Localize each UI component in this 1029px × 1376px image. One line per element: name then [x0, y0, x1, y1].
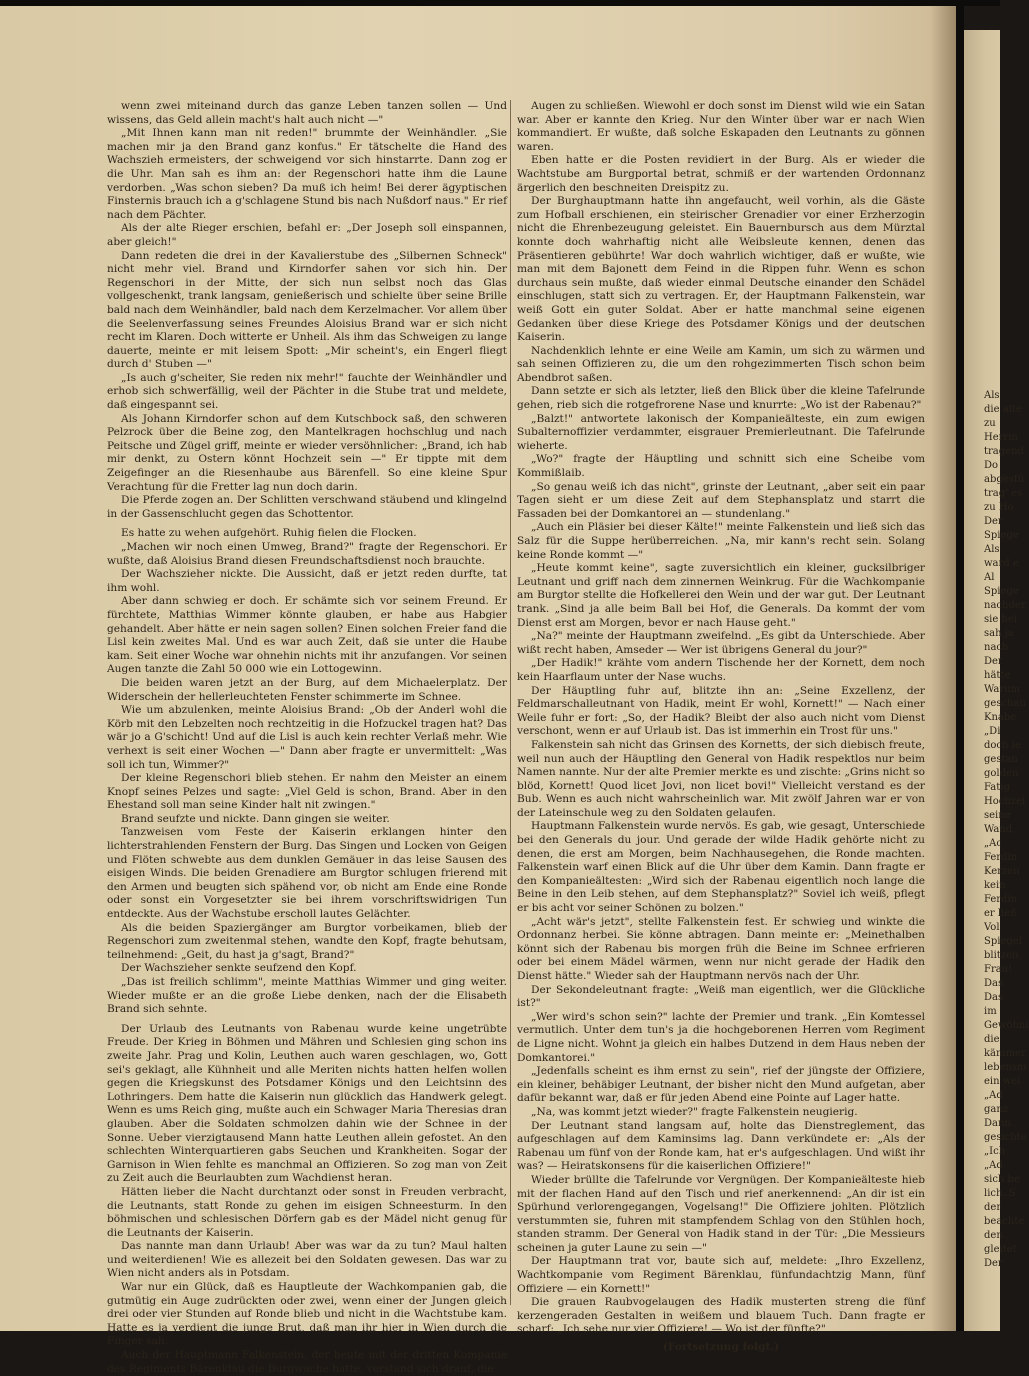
paragraph: „Mit Ihnen kann man nit reden!" brummte der Weinhändler. „Sie machen mir ja den Brand ganz konfus." Er tätschelte die Hand des Wachszieh ermeisters, der schweigend vor sich hinstarrte. Dann zog er die Uhr. Man sah es ihm an: der Regenschori hatte ihm die Laune verdorben. „Was schon sieben? Da muß ich heim! Bei derer ägyptischen Finsternis brauch ich a g'schlagene Stund bis nach Nußdorf naus." Er rief nach dem Pächter. — [107, 127, 507, 221]
paragraph: Als die beiden Spaziergänger am Burgtor vorbeikamen, blieb der Regenschori zum zweitenmal stehen, wandte den Kopf, fragte behutsam, teilnehmend: „Geit, du hast ja g'sagt, Brand?" — [107, 921, 507, 961]
paragraph: „Der Hadik!" krähte vom andern Tischende her der Kornett, dem noch kein Haarflaum unter der Nase wuchs. — [517, 657, 925, 683]
paragraph: Als der alte Rieger erschien, befahl er: „Der Joseph soll einspannen, aber gleich!" — [107, 222, 507, 248]
adjacent-page-fragment: nach — [984, 642, 1009, 653]
adjacent-page-fragment: Do — [984, 460, 999, 471]
adjacent-page-fragment: tragend — [984, 446, 1024, 457]
adjacent-page-fragment: ein wei — [984, 1076, 1021, 1087]
right-column — [517, 100, 925, 1354]
paragraph: Die Pferde zogen an. Der Schlitten verschwand stäubend und klingelnd in der Gassenschlucht gegen das Schottentor. — [107, 494, 507, 520]
adjacent-page-fragment: Knabe — [984, 712, 1017, 723]
column-divider — [510, 100, 511, 1305]
paragraph: Der Hauptmann trat vor, baute sich auf, meldete: „Ihro Exzellenz, Wachtkompanie vom Regiment Bärenklau, fünfundachtzig Mann, fünf Offiziere — ein Kornett!" — [517, 1255, 925, 1295]
paragraph: Dann redeten die drei in der Kavalierstube des „Silbernen Schneck" nicht mehr viel. Brand und Kirndorfer sahen vor sich hin. Der Regenschori in der Mitte, der sich nun selbst noch das Glas vollgeschenkt, trank langsam, genießerisch und schielte über seine Brille bald nach dem Weinhändler, bald nach dem Kerzelmacher. Vor allem über die Seelenverfassung seines Freundes Aloisius Brand war er sich nicht recht im Klaren. Doch witterte er Unheil. Als ihm das Schweigen zu lange dauerte, meinte er mit leisem Spott: „Mir scheint's, ein Engerl fliegt durch d' Stuben —" — [107, 249, 507, 371]
adjacent-page-fragment: Als — [984, 544, 1000, 555]
left-column — [107, 100, 507, 1375]
adjacent-page-fragment: nachder — [984, 600, 1026, 611]
paragraph: „So genau weiß ich das nicht", grinste der Leutnant, „aber seit ein paar Tagen sieht er um diese Zeit auf dem Stephansplatz und starrt die Fassaden bei der Domkantorei an — stundenlang." — [517, 480, 925, 520]
adjacent-page-fragment: ganz — [984, 1104, 1009, 1115]
adjacent-page-fragment: Frau! — [984, 964, 1013, 975]
adjacent-page-fragment: „Ich — [984, 1146, 1006, 1157]
adjacent-page-fragment: Wand, — [984, 824, 1016, 835]
adjacent-page-fragment: die — [984, 1034, 1000, 1045]
adjacent-page-fragment: sich be — [984, 1174, 1020, 1185]
paragraph: Brand seufzte und nickte. Dann gingen sie weiter. — [121, 812, 390, 825]
adjacent-page-fragment: trag' es — [984, 488, 1023, 499]
adjacent-page-fragment: Dann — [984, 1118, 1011, 1129]
adjacent-page-fragment: den — [984, 1230, 1003, 1241]
adjacent-page-fragment: er ließ — [984, 908, 1017, 919]
paragraph: War nur ein Glück, daß es Hauptleute der Wachkompanien gab, die gutmütig ein Auge zudrückten oder zwei, wenn einer der Jungen gleich drei oder vier Stunden auf Ronde blieb und nicht in die Wachtstube kam. Hatte es ja verdient die junge Brut, daß man ihr hier in Wien durch die Finger sah. — [107, 1281, 507, 1348]
adjacent-page-fragment: Spiegel — [984, 936, 1022, 947]
adjacent-page-fragment: „Di — [984, 726, 1001, 737]
adjacent-page-fragment: Herrin — [984, 432, 1018, 443]
adjacent-page-fragment: „Ad — [984, 1160, 1003, 1171]
adjacent-page-fragment: Fatig — [984, 782, 1010, 793]
adjacent-page-fragment: der — [984, 1202, 1002, 1213]
paragraph: Dann setzte er sich als letzter, ließ den Blick über die kleine Tafelrunde gehen, rieb sich die rotgefrorene Nase und knurrte: „Wo ist der Rabenau?" — [517, 385, 925, 412]
adjacent-page-fragment: Der — [984, 1258, 1003, 1269]
adjacent-page-fragment: golden — [984, 768, 1019, 779]
adjacent-page-fragment: sie bei — [984, 614, 1017, 625]
adjacent-page-fragment: beachte — [984, 1216, 1025, 1227]
paragraph: „Das ist freilich schlimm", meinte Matthias Wimmer und ging weiter. Wieder mußte er an die große Liebe denken, nach der die Elisabeth Brand sich sehnte. — [107, 976, 507, 1016]
adjacent-page-fragment: gleitet — [984, 1244, 1017, 1255]
paragraph: Wie um abzulenken, meinte Aloisius Brand: „Ob der Anderl wohl die Körb mit den Lebzelten noch rechtzeitig in die Hofzuckel tragen hat? Das wär jo a G'schicht! Und auf die Lisl is auch kein rechter Verlaß mehr. Wie verhext is seit einer Wochen —" Dann aber fragte er unvermittelt: „Was soll ich tun, Wimmer?" — [107, 704, 507, 771]
paragraph: Hauptmann Falkenstein wurde nervös. Es gab, wie gesagt, Unterschiede bei den Generals du jour. Und gerade der wilde Hadik gehörte nicht zu denen, die erst am Morgen, beim Nachhausegehen, die Ronde machten. Falkenstein warf einen Blick auf die Uhr über dem Kamin. Dann fragte er den Kompanieältesten: „Wird sich der Rabenau eigentlich noch lange die Beine in den Leib stehen, auf dem Stephansplatz?" Soviel ich weiß, pflegt er bis acht vor seiner Schönen zu bolzen." — [517, 820, 925, 915]
adjacent-page-fragment: Der — [984, 656, 1003, 667]
book-gutter — [956, 0, 964, 1331]
adjacent-page-fragment: zu — [984, 418, 996, 429]
paragraph: „Is auch g'scheiter, Sie reden nix mehr!" fauchte der Weinhändler und erhob sich schwerfällig, weil der Pächter in die Stube trat und meldete, daß eingespannt sei. — [107, 371, 507, 412]
adjacent-page-fragment: Warum — [984, 684, 1021, 695]
adjacent-page-fragment: abgestü — [984, 474, 1025, 485]
adjacent-page-fragment: Der — [984, 516, 1003, 527]
paragraph: Aber dann schwieg er doch. Er schämte sich vor seinem Freund. Er fürchtete, Matthias Wimmer könnte glauben, er habe aus Habgier gehandelt. Aber hätte er nein sagen sollen? Einen solchen Freier fand die Lisl kein zweites Mal. Und es war auch Zeit, daß sie unter die Haube kam. Seit einer Woche war ohnehin nichts mit ihr anzufangen. Vor seinen Augen tanzte die Zahl 50 000 wie ein Lottogewinn. — [107, 595, 507, 676]
paragraph: Auch der Hauptmann Falkenstein, der heute mit der dritten Kompanie des Regiments Bärenklau die Burgwache hatte, verstand sich drauf, die — [107, 1349, 507, 1375]
adjacent-page-fragment: hätte — [984, 670, 1011, 681]
adjacent-page-fragment: im — [984, 1006, 997, 1017]
adjacent-page-fragment: Das — [984, 992, 1004, 1003]
adjacent-page-fragment: lebensm — [984, 1062, 1027, 1073]
newspaper-page — [0, 6, 956, 1375]
paragraph: Falkenstein sah nicht das Grinsen des Kornetts, der sich diebisch freute, weil nun auch der Häuptling den General von Hadik respektlos nur beim Namen nannte. Nur der alte Premier merkte es und zischte: „Grins nicht so blöd, Kornett! Quod licet Jovi, non licet bovi!" Vielleicht verstand es der Bub. Wenn es auch nicht wahrscheinlich war. Mit zwölf Jahren war er von der Lateinschule weg zu den Soldaten gelaufen. — [517, 738, 925, 819]
paragraph: „Machen wir noch einen Umweg, Brand?" fragte der Regenschori. Er wußte, daß Aloisius Brand diesen Freundschaftsdienst noch brauchte. — [107, 541, 507, 567]
adjacent-page-fragment: kämmer — [984, 1048, 1026, 1059]
paragraph: Wieder brüllte die Tafelrunde vor Vergnügen. Der Kompanieälteste hieb mit der flachen Hand auf den Tisch und rief anerkennend: „An dir ist ein Spürhund verlorengegangen, Vogelsang!" Die Offiziere johlten. Plötzlich verstummten sie, fuhren mit stampfendem Schlag von den Stühlen hoch, standen stramm. Der General von Hadik stand in der Tür: „Die Messieurs scheinen ja guter Laune zu sein —" — [517, 1173, 925, 1254]
paragraph: Nachdenklich lehnte er eine Weile am Kamin, um sich zu wärmen und sah seinen Offizieren zu, die um den rohgezimmerten Tisch schon beim Abendbrot saßen. — [517, 344, 925, 384]
paragraph: wenn zwei miteinand durch das ganze Leben tanzen sollen — Und wissens, das Geld allein macht's halt auch nicht —" — [107, 100, 507, 126]
paragraph: Der Häuptling fuhr auf, blitzte ihn an: „Seine Exzellenz, der Feldmarschalleutnant von Hadik, meint Er wohl, Kornett!" — Nach einer Weile fuhr er fort: „So, der Hadik? Bleibt der also auch nicht vom Dienst verschont, wenn er auf Urlaub ist. Das ist immerhin ein Trost für uns." — [517, 684, 925, 738]
adjacent-page-edge — [964, 30, 1029, 1331]
adjacent-page-fragment: lich. S — [984, 1188, 1016, 1199]
paragraph: Die beiden waren jetzt an der Burg, auf dem Michaelerplatz. Der Widerschein der hellerleuchteten Fenster schimmerte im Schnee. — [107, 676, 507, 703]
adjacent-page-fragment: „Ac — [984, 838, 1003, 849]
paragraph: Die grauen Raubvogelaugen des Hadik musterten streng die fünf kerzengeraden Gestalten in weißem und blauem Tuch. Dann fragte er scharf: „Ich sehe nur vier Offiziere! — Wo ist der fünfte?" — [517, 1296, 925, 1336]
paragraph: „Auch ein Pläsier bei dieser Kälte!" meinte Falkenstein und ließ sich das Salz für die Suppe herüberreichen. „Na, mir kann's recht sein. Solang keine Ronde kommt —" — [517, 521, 925, 561]
adjacent-page-fragment: ward e — [984, 558, 1019, 569]
adjacent-page-fragment: Hochzei — [984, 796, 1026, 807]
paragraph: „Heute kommt keine", sagte zuversichtlich ein kleiner, gucksilbriger Leutnant und griff nach dem zinnernen Weinkrug. Für die Wachkompanie am Burgtor stellte die Hofkellerei den Wein und der war gut. Der Leutnant trank. „Sind ja alle beim Ball bei Hof, die Generals. Da kommt der vom Dienst erst am Morgen, bevor er nach Hause geht." — [517, 562, 925, 629]
paragraph: Tanzweisen vom Feste der Kaiserin erklangen hinter den lichterstrahlenden Fenstern der Burg. Das Singen und Locken von Geigen und Flöten schwebte aus dem dunklen Gemäuer in das leise Sausen des eisigen Winds. Die beiden Grenadiere am Burgtor schlugen frierend mit den Armen und beugten sich spähend vor, ob nicht am Ende eine Ronde oder sonst ein Vorgesetzter sie bei ihrem vorschriftswidrigen Tun entdeckte. Aus der Wachstube erscholl lautes Gelächter. — [107, 826, 507, 921]
adjacent-page-fragment: doch le — [984, 740, 1021, 751]
adjacent-page-fragment: seine — [984, 810, 1011, 821]
adjacent-page-fragment: Gewöhnl — [984, 1020, 1029, 1031]
adjacent-page-fragment: Al — [984, 572, 995, 583]
adjacent-page-fragment: Kerzen — [984, 866, 1020, 877]
paragraph: Der Urlaub des Leutnants von Rabenau wurde keine ungetrübte Freude. Der Krieg in Böhmen und Mähren und Schlesien ging schon ins zweite Jahr. Prag und Kolin, Leuthen auch waren geschlagen, wo, Gott sei's geklagt, alle Kühnheit und alle Meriten nichts hatten helfen wollen gegen die Kriegskunst des Potsdamer Königs und den Leichtsinn des Lothringers. Dem hatte die Kaiserin nun glücklich das Handwerk gelegt. Wenn es ums Reich ging, mußte auch ein Schwager Maria Theresias dran glauben. Aber die Soldaten schmolzen dahin wie der Schnee in der Sonne. Ueber vierzigtausend Mann hatte Leuthen allein gefostet. An den schlechten Winterquartieren gabs Seuchen und Krankheiten. Sogar der Garnison in Wien fehlte es manchmal an Offizieren. So zog man von Zeit zu Zeit auch die Beurlaubten zum Wachdienst heran. — [107, 1022, 507, 1185]
paragraph: „Balzt!" antwortete lakonisch der Kompanieälteste, ein zum ewigen Subalternoffizier verdammter, eisgrauer Premierleutnant. Die Tafelrunde wieherte. — [517, 412, 925, 452]
adjacent-page-fragment: blitzen — [984, 950, 1019, 961]
paragraph: Es hatte zu wehen aufgehört. Ruhig fielen die Flocken. — [121, 527, 417, 540]
adjacent-page-fragment: Das — [984, 978, 1004, 989]
paragraph: Hätten lieber die Nacht durchtanzt oder sonst in Freuden verbracht, die Leutnants, statt Ronde zu gehen im eisigen Schneesturm. In den böhmischen und schlesischen Dörfern gab es der Mädel nicht genug für die Leutnants der Kaiserin. — [107, 1185, 507, 1239]
adjacent-page-fragment: gestan — [984, 754, 1018, 765]
adjacent-page-fragment: „Ad — [984, 1090, 1003, 1101]
adjacent-page-fragment: zu Ho — [984, 502, 1014, 513]
adjacent-page-fragment: sah ja — [984, 628, 1014, 639]
paragraph: Das nannte man dann Urlaub! Aber was war da zu tun? Maul halten und weiterdienen! Wie es allezeit bei den Soldaten gewesen. Das war zu Wien nicht anders als in Potsdam. — [107, 1240, 507, 1280]
adjacent-page-fragment: Vol — [984, 922, 1000, 933]
paragraph: Augen zu schließen. Wiewohl er doch sonst im Dienst wild wie ein Satan war. Aber er kannte den Krieg. Nur den Winter über war er nach Wien kommandiert. Er wußte, daß solche Eskapaden den Leutnants zu gönnen waren. — [517, 100, 925, 153]
paragraph: Als Johann Kirndorfer schon auf dem Kutschbock saß, den schweren Pelzrock über die Beine zog, den Mantelkragen hochschlug und nach Peitsche und Zügel griff, meinte er wieder versöhnlicher: „Brand, ich hab mir denkt, zu Ostern könnt Hochzeit sein —" Er tippte mit dem Zeigefinger an die Riesenhaube aus Bärenfell. So eine kleine Spur Verachtung für die Fretter lag nun doch darin. — [107, 412, 507, 493]
paragraph: Der Burghauptmann hatte ihn angefaucht, weil vorhin, als die Gäste zum Hofball erschienen, ein steirischer Grenadier vor einer Erzherzogin nicht die Ehrenbezeugung geleistet. Ein Bauernbursch aus dem Mürztal konnte doch wahrhaftig nicht alle Weibsleute kennen, denen das Präsentieren gebührte! War doch wahrlich wichtiger, daß er wußte, wie man mit dem Bajonett dem Feind in die Rippen fuhr. Wenn es schon durchaus sein mußte, daß wieder einmal Deutsche einander den Schädel einschlugen, statt sich zu vertragen. Er, der Hauptmann Falkenstein, war weiß Gott ein guter Soldat. Aber er hatte manchmal seine eigenen Gedanken über diese Kriege des Potsdamer Königs und der deutschen Kaiserin. — [517, 195, 925, 344]
adjacent-page-fragment: die alte — [984, 404, 1022, 415]
paragraph: Der Sekondeleutnant fragte: „Weiß man eigentlich, wer die Glückliche ist?" — [517, 983, 925, 1010]
paragraph: „Na?" meinte der Hauptmann zweifelnd. „Es gibt da Unterschiede. Aber wißt recht haben, Amseder — Wer ist übrigens General du jour?" — [517, 630, 925, 656]
adjacent-page-fragment: Spiege — [984, 586, 1019, 597]
continued-note: (Fortsetzung folgt.) — [662, 1341, 780, 1354]
paragraph: „Acht wär's jetzt", stellte Falkenstein fest. Er schwieg und winkte die Ordonnanz herbei. Sie könne abtragen. Dann meinte er: „Meinethalben könnt sich der Rabenau bis morgen früh die Beine im Schnee erfrieren oder bei einem Mädel wärmen, wenn nur nicht gerade der Hadik den Dienst hätte." Wieder sah der Hauptmann nervös nach der Uhr. — [517, 915, 925, 982]
paragraph: Eben hatte er die Posten revidiert in der Burg. Als er wieder die Wachtstube am Burgportal betrat, schmiß er der wartenden Ordonnanz ärgerlich den beschneiten Dreispitz zu. — [517, 154, 925, 194]
paragraph: Der Wachszieher nickte. Die Aussicht, daß er jetzt reden durfte, tat ihm wohl. — [107, 568, 507, 594]
paragraph: „Jedenfalls scheint es ihm ernst zu sein", rief der jüngste der Offiziere, ein kleiner, behäbiger Leutnant, der bisher nicht den Mund aufgetan, aber dafür bekannt war, daß er für jeden Abend eine Pointe auf Lager hatte. — [517, 1065, 925, 1105]
paragraph: Der Wachszieher senkte seufzend den Kopf. — [121, 962, 357, 975]
paragraph: „Wer wird's schon sein?" lachte der Premier und trank. „Ein Komtessel vermutlich. Unter dem tun's ja die hochgeborenen Herren vom Regiment de Ligne nicht. Wohnt ja gleich ein halbes Dutzend in dem Haus neben der Domkantorei." — [517, 1010, 925, 1064]
adjacent-page-fragment: Ferdin — [984, 894, 1018, 905]
adjacent-page-fragment: Spiege — [984, 530, 1019, 541]
paragraph: Der Leutnant stand langsam auf, holte das Dienstreglement, das aufgeschlagen auf dem Kaminsims lag. Dann verkündete er: „Als der Rabenau um fünf von der Ronde kam, hat er's aufgeschlagen. Und wißt ihr was? — Heiratskonsens für die kaiserlichen Offiziere!" — [517, 1119, 925, 1173]
adjacent-page-fragment: Als — [984, 390, 1000, 401]
paragraph: „Wo?" fragte der Häuptling und schnitt sich eine Scheibe vom Kommißlaib. — [517, 453, 925, 480]
adjacent-page-fragment: geschau — [984, 698, 1026, 709]
adjacent-page-fragment: kein — [984, 880, 1006, 891]
paragraph: Der kleine Regenschori blieb stehen. Er nahm den Meister an einem Knopf seines Pelzes und sagte: „Viel Geld is schon, Brand. Aber in den Ehestand soll man seine Kinder halt nit zwingen." — [107, 772, 507, 812]
adjacent-page-fragment: Ferdin — [984, 852, 1018, 863]
adjacent-page-fragment: gesichte — [984, 1132, 1027, 1143]
paragraph: „Na, was kommt jetzt wieder?" fragte Falkenstein neugierig. — [531, 1105, 858, 1118]
